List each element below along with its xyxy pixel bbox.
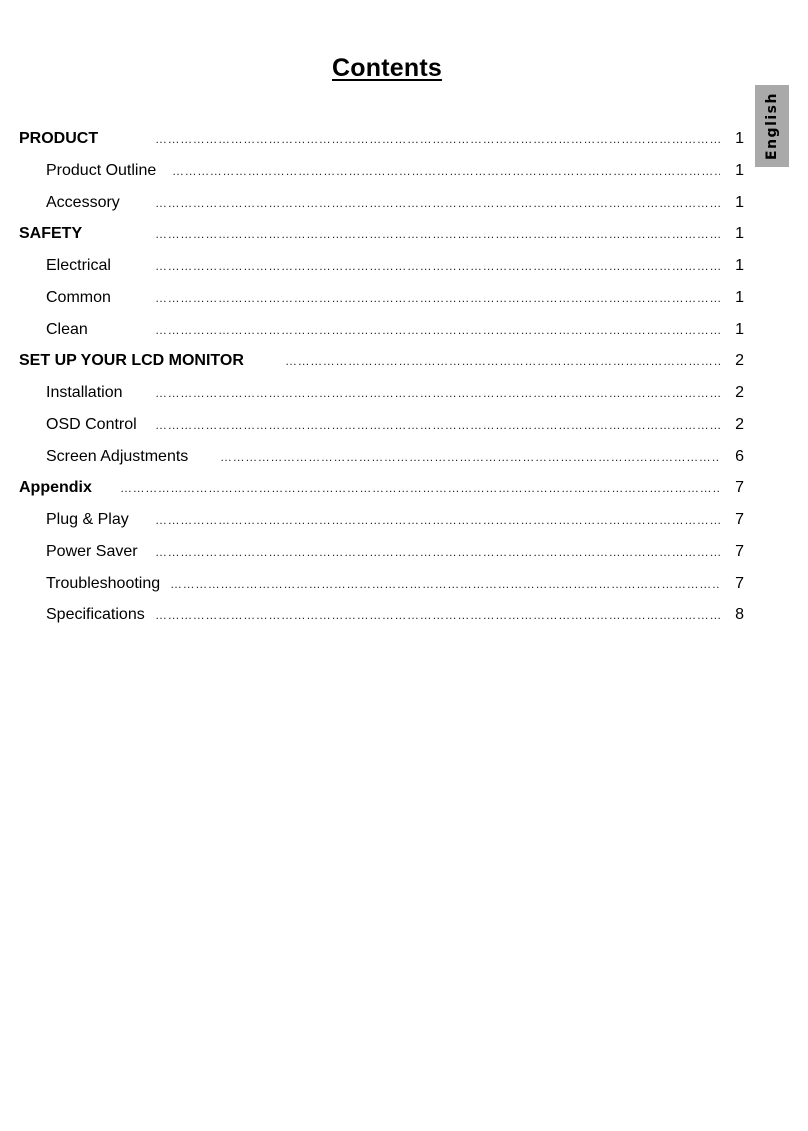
toc-entry[interactable] (19, 314, 744, 346)
toc-entry[interactable] (19, 472, 744, 504)
page-title: Contents (332, 54, 442, 82)
language-tab (755, 85, 789, 167)
toc-entry-label: Troubleshooting (46, 574, 161, 592)
toc-entry[interactable] (19, 599, 744, 631)
language-tab-label: English (764, 92, 780, 160)
toc-entry-label: Power Saver (46, 542, 138, 560)
toc-entry-label: OSD Control (46, 415, 137, 433)
toc-entry[interactable] (19, 155, 744, 187)
toc-dot-leader (220, 442, 720, 474)
toc-page-number: 1 (735, 257, 744, 274)
toc-dot-leader (170, 569, 720, 601)
toc-page-number: 7 (735, 574, 744, 592)
toc-dot-leader (155, 378, 720, 410)
toc-entry-label: PRODUCT (19, 130, 99, 147)
toc-page-number: 7 (735, 479, 744, 497)
toc-entry[interactable] (19, 187, 744, 219)
toc-dot-leader (155, 410, 720, 442)
toc-dot-leader (285, 346, 720, 378)
toc-entry-label: Plug & Play (46, 511, 129, 528)
toc-page-number: 2 (735, 352, 744, 370)
toc-entry-label: Common (46, 288, 111, 306)
toc-entry-label: Appendix (19, 479, 92, 497)
toc-page-number: 6 (735, 447, 744, 465)
toc-dot-leader (155, 251, 720, 283)
toc-dot-leader (155, 283, 720, 315)
toc-entry-label: Clean (46, 320, 88, 338)
toc-entry-label: Installation (46, 384, 123, 401)
toc-dot-leader (155, 505, 720, 537)
toc-entry[interactable] (19, 377, 744, 409)
toc-entry-label: Specifications (46, 606, 145, 624)
toc-page-number: 7 (735, 542, 744, 560)
toc-entry[interactable] (19, 123, 744, 155)
toc-page-number: 1 (735, 130, 744, 147)
toc-dot-leader (120, 473, 720, 505)
toc-dot-leader (155, 124, 720, 156)
toc-dot-leader (172, 156, 720, 188)
toc-page-number: 1 (735, 288, 744, 306)
toc-dot-leader (155, 600, 720, 632)
toc-dot-leader (155, 219, 720, 251)
toc-page-number: 1 (735, 161, 744, 179)
toc-entry[interactable] (19, 250, 744, 282)
toc-entry-label: Accessory (46, 193, 120, 211)
toc-page-number: 2 (735, 384, 744, 401)
toc-page-number: 1 (735, 193, 744, 211)
toc-page-number: 7 (735, 511, 744, 528)
toc-entry[interactable] (19, 568, 744, 600)
toc-page-number: 1 (735, 225, 744, 243)
toc-entry-label: Screen Adjustments (46, 447, 189, 465)
toc-dot-leader (155, 537, 720, 569)
toc-page-number: 8 (735, 606, 744, 624)
table-of-contents (19, 123, 744, 631)
toc-page-number: 1 (735, 320, 744, 338)
toc-entry-label: SET UP YOUR LCD MONITOR (19, 352, 244, 370)
toc-entry[interactable] (19, 504, 744, 536)
toc-entry[interactable] (19, 282, 744, 314)
toc-entry-label: Electrical (46, 257, 111, 274)
toc-entry-label: Product Outline (46, 161, 157, 179)
toc-entry[interactable] (19, 536, 744, 568)
toc-entry-label: SAFETY (19, 225, 83, 243)
toc-dot-leader (155, 188, 720, 220)
toc-entry[interactable] (19, 218, 744, 250)
toc-entry[interactable] (19, 441, 744, 473)
toc-entry[interactable] (19, 409, 744, 441)
toc-entry[interactable] (19, 345, 744, 377)
toc-dot-leader (155, 315, 720, 347)
toc-page-number: 2 (735, 415, 744, 433)
